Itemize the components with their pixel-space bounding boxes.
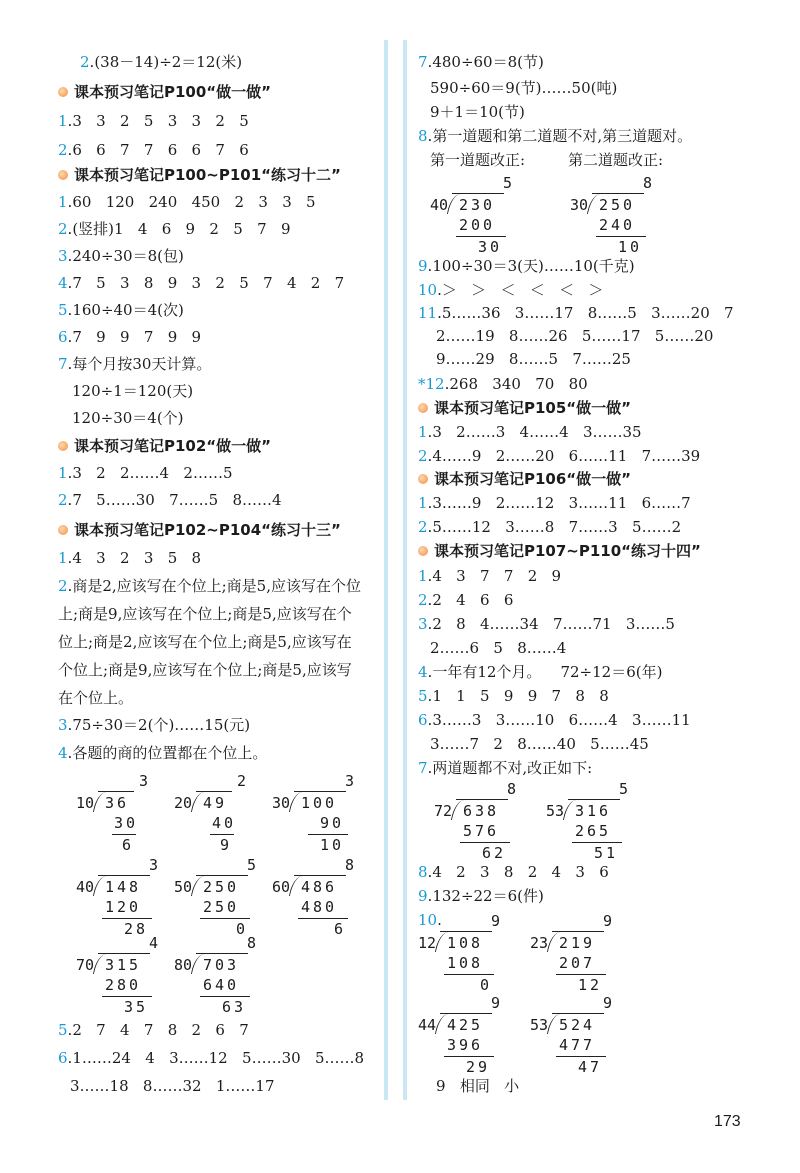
division-bar	[568, 799, 620, 800]
bullet-icon	[418, 546, 428, 556]
item-number: *12	[418, 375, 445, 393]
subtraction-line	[200, 918, 250, 919]
item-number: 4	[418, 663, 428, 681]
item-number: 10	[418, 911, 438, 929]
divisor: 60	[271, 878, 290, 896]
answer-line	[58, 576, 361, 596]
answer-line	[418, 374, 588, 394]
answer-line	[418, 886, 544, 906]
subtraction-line	[460, 842, 510, 843]
partial-product: 477	[559, 1036, 596, 1054]
quotient: 2	[236, 772, 246, 790]
answer-line	[418, 614, 675, 634]
remainder: 29	[466, 1058, 491, 1076]
partial-product: 90	[320, 814, 345, 832]
divisor: 40	[75, 878, 94, 896]
answer-text: .(竖排)1 4 6 9 2 5 7 9	[67, 220, 291, 238]
answer-line: 个位上;商是9,应该写在个位上;商是5,应该写	[58, 661, 352, 679]
answer-line	[58, 300, 184, 320]
quotient: 5	[246, 856, 256, 874]
answer-line	[58, 490, 282, 510]
partial-product: 576	[463, 822, 500, 840]
dividend: 230	[459, 196, 496, 214]
partial-product: 396	[447, 1036, 484, 1054]
item-number: 8	[418, 127, 428, 145]
bullet-icon	[58, 170, 68, 180]
quotient: 8	[344, 856, 354, 874]
subtraction-line	[112, 834, 136, 835]
section-heading-text: 课本预习笔记P102~P104“练习十三”	[74, 521, 341, 539]
partial-product: 200	[459, 216, 496, 234]
long-division	[170, 934, 270, 1034]
quotient: 8	[642, 174, 652, 192]
answer-line: 9……29 8……5 7……25	[436, 350, 631, 368]
quotient: 5	[618, 780, 628, 798]
partial-product: 40	[212, 814, 237, 832]
dividend: 250	[203, 878, 240, 896]
answer-text: .第一道题和第二道题不对,第三道题对。	[427, 127, 693, 145]
answer-text: .7 5……30 7……5 8……4	[67, 491, 282, 509]
answer-text: .7 5 3 8 9 3 2 5 7 4 2 7	[67, 274, 345, 292]
answer-line	[418, 590, 513, 610]
section-heading	[418, 469, 631, 489]
item-number: 3	[58, 247, 68, 265]
answer-text: .各题的商的位置都在个位上。	[67, 744, 268, 762]
answer-line: 3……18 8……32 1……17	[70, 1077, 275, 1095]
answer-line: 9＋1＝10(节)	[430, 103, 525, 121]
item-number: 2	[418, 447, 428, 465]
remainder: 12	[578, 976, 603, 994]
page-number: 173	[714, 1113, 741, 1130]
partial-product: 280	[105, 976, 142, 994]
divisor: 30	[271, 794, 290, 812]
item-number: 1	[58, 193, 68, 211]
answer-text: .7 9 9 7 9 9	[67, 328, 202, 346]
answer-line: 位上;商是2,应该写在个位上;商是5,应该写在	[58, 633, 352, 651]
answer-line	[58, 463, 233, 483]
answer-line: 在个位上。	[58, 689, 134, 707]
item-number: 1	[418, 567, 428, 585]
answer-line	[418, 446, 700, 466]
bullet-icon	[58, 525, 68, 535]
divisor: 80	[173, 956, 192, 974]
answer-line	[58, 1048, 364, 1068]
remainder: 35	[124, 998, 149, 1016]
answer-text: .(38－14)÷2＝12(米)	[89, 53, 243, 71]
item-number: 1	[58, 549, 68, 567]
answer-line: 120÷30＝4(个)	[72, 409, 184, 427]
item-number: 1	[418, 423, 428, 441]
dividend: 148	[105, 878, 142, 896]
partial-product: 240	[599, 216, 636, 234]
divisor: 53	[545, 802, 564, 820]
subtraction-line	[456, 236, 506, 237]
section-heading-text: 课本预习笔记P100“做一做”	[74, 83, 272, 101]
answer-line	[58, 327, 201, 347]
division-bar	[294, 875, 346, 876]
remainder: 62	[482, 844, 507, 862]
divisor: 12	[417, 934, 436, 952]
answer-text: .6 6 7 7 6 6 7 6	[67, 141, 249, 159]
section-heading	[418, 541, 701, 561]
subtraction-line	[210, 834, 234, 835]
division-bar	[196, 791, 232, 792]
dividend: 250	[599, 196, 636, 214]
partial-product: 108	[447, 954, 484, 972]
remainder: 28	[124, 920, 149, 938]
section-heading-text: 课本预习笔记P100~P101“练习十二”	[74, 166, 341, 184]
answer-text: .每个月按30天计算。	[67, 355, 212, 373]
answer-line: 3……7 2 8……40 5……45	[430, 735, 649, 753]
answer-line	[418, 52, 544, 72]
partial-product: 480	[301, 898, 338, 916]
divisor: 23	[529, 934, 548, 952]
item-number: 1	[58, 464, 68, 482]
answer-text: .132÷22＝6(件)	[427, 887, 544, 905]
item-number: 3	[418, 615, 428, 633]
long-division	[268, 856, 368, 956]
subtraction-line	[444, 1056, 494, 1057]
division-bar	[592, 193, 644, 194]
subtraction-line	[444, 974, 494, 975]
division-bar	[440, 1013, 492, 1014]
divisor: 70	[75, 956, 94, 974]
item-number: 6	[58, 1049, 68, 1067]
subtraction-line	[102, 918, 152, 919]
answer-line: 9 相同 小	[436, 1077, 520, 1095]
division-bar	[98, 791, 134, 792]
subtraction-line	[556, 1056, 606, 1057]
answer-line: 120÷1＝120(天)	[72, 382, 194, 400]
answer-line	[58, 548, 201, 568]
item-number: 2	[80, 53, 90, 71]
answer-text: .4 2 3 8 2 4 3 6	[427, 863, 609, 881]
item-number: 1	[418, 494, 428, 512]
remainder: 6	[122, 836, 135, 854]
answer-line	[58, 743, 267, 763]
item-number: 2	[58, 577, 68, 595]
dividend: 219	[559, 934, 596, 952]
answer-text: .3 3 2 5 3 3 2 5	[67, 112, 249, 130]
answer-text: .268 340 70 80	[444, 375, 588, 393]
section-heading-text: 课本预习笔记P105“做一做”	[434, 399, 632, 417]
answer-text: .两道题都不对,改正如下:	[427, 759, 593, 777]
remainder: 10	[320, 836, 345, 854]
dividend: 703	[203, 956, 240, 974]
item-number: 2	[418, 591, 428, 609]
remainder: 6	[334, 920, 347, 938]
divisor: 50	[173, 878, 192, 896]
dividend: 425	[447, 1016, 484, 1034]
dividend: 100	[301, 794, 338, 812]
remainder: 51	[594, 844, 619, 862]
subtraction-line	[298, 918, 348, 919]
division-bar	[552, 1013, 604, 1014]
bullet-icon	[58, 441, 68, 451]
answer-text: .4 3 2 3 5 8	[67, 549, 202, 567]
quotient: 3	[138, 772, 148, 790]
subtraction-line	[308, 834, 348, 835]
dividend: 49	[203, 794, 228, 812]
answer-line	[418, 686, 609, 706]
answer-line	[58, 1020, 249, 1040]
answer-line	[58, 219, 291, 239]
answer-line	[58, 273, 344, 293]
bullet-icon	[418, 403, 428, 413]
answer-line	[418, 303, 734, 323]
remainder: 30	[478, 238, 503, 256]
partial-product: 30	[114, 814, 139, 832]
subtraction-line	[200, 996, 250, 997]
answer-text: .480÷60＝8(节)	[427, 53, 544, 71]
divisor: 53	[529, 1016, 548, 1034]
answer-text: .2 4 6 6	[427, 591, 514, 609]
item-number: 9	[418, 887, 428, 905]
section-heading	[58, 82, 271, 102]
answer-line	[418, 566, 561, 586]
item-number: 2	[58, 220, 68, 238]
answer-line	[418, 758, 592, 778]
answer-text: .1 1 5 9 9 7 8 8	[427, 687, 609, 705]
item-number: 6	[418, 711, 428, 729]
item-number: 1	[58, 112, 68, 130]
division-bar	[196, 953, 248, 954]
answer-text: .＞ ＞ ＜ ＜ ＜ ＞	[437, 281, 604, 299]
answer-text: .3 2 2……4 2……5	[67, 464, 233, 482]
answer-text: .100÷30＝3(天)……10(千克)	[427, 257, 635, 275]
answer-text: .4……9 2……20 6……11 7……39	[427, 447, 701, 465]
division-bar	[452, 193, 504, 194]
answer-text: .3 2……3 4……4 3……35	[427, 423, 642, 441]
remainder: 0	[480, 976, 493, 994]
divisor: 30	[569, 196, 588, 214]
subtraction-line	[556, 974, 606, 975]
partial-product: 640	[203, 976, 240, 994]
item-number: 6	[58, 328, 68, 346]
remainder: 10	[618, 238, 643, 256]
quotient: 8	[506, 780, 516, 798]
dividend: 486	[301, 878, 338, 896]
answer-text: .商是2,应该写在个位上;商是5,应该写在个位	[67, 577, 361, 595]
remainder: 9	[220, 836, 233, 854]
item-number: 4	[58, 744, 68, 762]
answer-text: .5……12 3……8 7……3 5……2	[427, 518, 682, 536]
divisor: 44	[417, 1016, 436, 1034]
item-number: 4	[58, 274, 68, 292]
answer-text: .60 120 240 450 2 3 3 5	[67, 193, 316, 211]
answer-line	[418, 126, 692, 146]
long-division	[526, 994, 626, 1094]
answer-text: .1……24 4 3……12 5……30 5……8	[67, 1049, 365, 1067]
answer-line	[418, 493, 691, 513]
section-heading	[58, 520, 341, 540]
remainder: 0	[236, 920, 249, 938]
divisor: 40	[429, 196, 448, 214]
dividend: 638	[463, 802, 500, 820]
item-number: 2	[58, 141, 68, 159]
answer-line: 2……6 5 8……4	[430, 639, 567, 657]
answer-line	[418, 862, 609, 882]
section-heading	[58, 165, 341, 185]
answer-line	[58, 192, 316, 212]
answer-line: 590÷60＝9(节)……50(吨)	[430, 79, 618, 97]
quotient: 9	[490, 994, 500, 1012]
left-column-stripe	[384, 40, 388, 1100]
section-heading	[418, 398, 631, 418]
section-heading-text: 课本预习笔记P107~P110“练习十四”	[434, 542, 701, 560]
answer-text: .2 8 4……34 7……71 3……5	[427, 615, 675, 633]
item-number: 5	[58, 301, 68, 319]
item-number: 5	[418, 687, 428, 705]
item-number: 10	[418, 281, 438, 299]
division-bar	[98, 875, 150, 876]
division-bar	[552, 931, 604, 932]
quotient: 3	[148, 856, 158, 874]
section-heading	[58, 436, 271, 456]
divisor: 10	[75, 794, 94, 812]
answer-text: .5……36 3……17 8……5 3……20 7	[437, 304, 734, 322]
answer-line	[418, 517, 681, 537]
answer-line	[58, 140, 249, 160]
division-bar	[456, 799, 508, 800]
answer-line	[418, 256, 635, 276]
quotient: 5	[502, 174, 512, 192]
item-number: 3	[58, 716, 68, 734]
answer-line	[418, 710, 691, 730]
answer-text: .3……9 2……12 3……11 6……7	[427, 494, 691, 512]
division-bar	[440, 931, 492, 932]
answer-line	[418, 280, 603, 300]
item-number: 11	[418, 304, 438, 322]
answer-text: .4 3 7 7 2 9	[427, 567, 562, 585]
right-column-stripe	[403, 40, 407, 1100]
remainder: 47	[578, 1058, 603, 1076]
quotient: 9	[602, 912, 612, 930]
dividend: 36	[105, 794, 130, 812]
answer-text: .75÷30＝2(个)……15(元)	[67, 716, 251, 734]
dividend: 108	[447, 934, 484, 952]
answer-text: .3……3 3……10 6……4 3……11	[427, 711, 691, 729]
answer-line	[58, 354, 211, 374]
divisor: 72	[433, 802, 452, 820]
answer-line: 第一道题改正: 第二道题改正:	[430, 151, 664, 169]
dividend: 315	[105, 956, 142, 974]
partial-product: 250	[203, 898, 240, 916]
long-division	[72, 934, 172, 1034]
dividend: 316	[575, 802, 612, 820]
answer-line	[80, 52, 242, 72]
answer-line: 上;商是9,应该写在个位上;商是5,应该写在个	[58, 605, 352, 623]
subtraction-line	[596, 236, 646, 237]
division-bar	[294, 791, 346, 792]
item-number: 5	[58, 1021, 68, 1039]
answer-text: .160÷40＝4(次)	[67, 301, 184, 319]
section-heading-text: 课本预习笔记P102“做一做”	[74, 437, 272, 455]
subtraction-line	[102, 996, 152, 997]
subtraction-line	[572, 842, 622, 843]
item-number: 7	[418, 759, 428, 777]
answer-text: .2 7 4 7 8 2 6 7	[67, 1021, 249, 1039]
item-number: 8	[418, 863, 428, 881]
dividend: 524	[559, 1016, 596, 1034]
division-bar	[196, 875, 248, 876]
item-number: 7	[58, 355, 68, 373]
item-number: 7	[418, 53, 428, 71]
partial-product: 207	[559, 954, 596, 972]
item-number: 9	[418, 257, 428, 275]
answer-text: .一年有12个月。 72÷12＝6(年)	[427, 663, 663, 681]
section-heading-text: 课本预习笔记P106“做一做”	[434, 470, 632, 488]
bullet-icon	[58, 87, 68, 97]
answer-line: 2……19 8……26 5……17 5……20	[436, 327, 714, 345]
partial-product: 265	[575, 822, 612, 840]
item-number: 2	[58, 491, 68, 509]
answer-line	[58, 246, 184, 266]
answer-line	[418, 662, 662, 682]
remainder: 63	[222, 998, 247, 1016]
quotient: 9	[490, 912, 500, 930]
item-number: 2	[418, 518, 428, 536]
bullet-icon	[418, 474, 428, 484]
answer-line	[418, 422, 642, 442]
answer-text: .240÷30＝8(包)	[67, 247, 184, 265]
partial-product: 120	[105, 898, 142, 916]
quotient: 3	[344, 772, 354, 790]
division-bar	[98, 953, 150, 954]
answer-text: .	[437, 911, 442, 929]
answer-line	[58, 715, 250, 735]
quotient: 4	[148, 934, 158, 952]
quotient: 9	[602, 994, 612, 1012]
quotient: 8	[246, 934, 256, 952]
divisor: 20	[173, 794, 192, 812]
answer-line	[58, 111, 249, 131]
